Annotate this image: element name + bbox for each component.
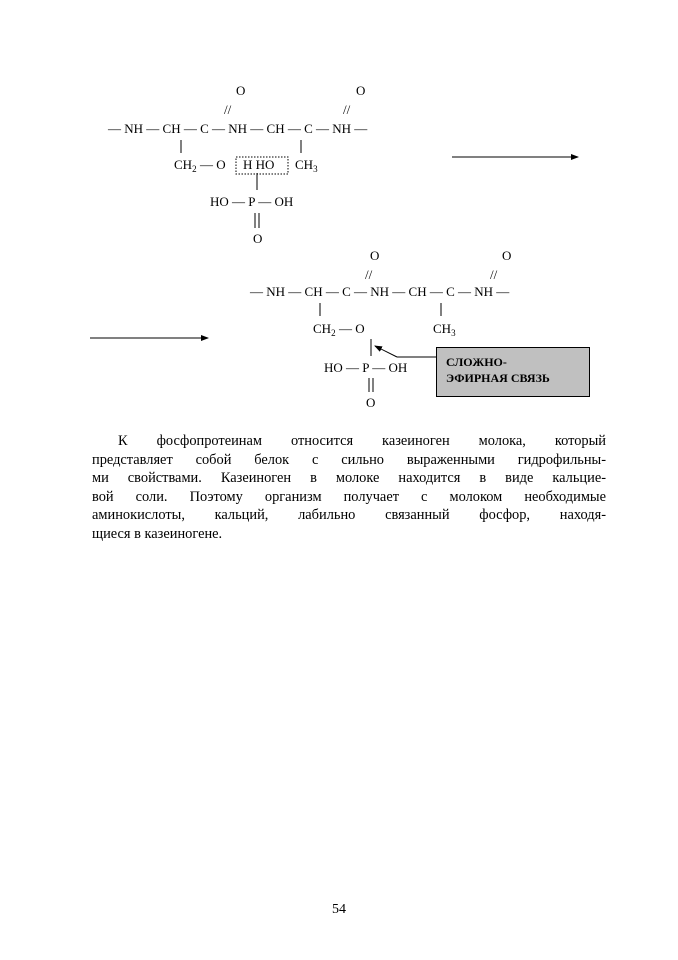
double-bond: //: [224, 102, 232, 117]
phosphate-group: HO — P — OH: [324, 360, 408, 375]
paragraph-line: вой соли. Поэтому организм получает с молоком необходимые: [92, 488, 606, 505]
phosphate-oxygen: O: [253, 231, 263, 246]
phosphate-oxygen: O: [366, 395, 376, 410]
carbonyl-oxygen: O: [236, 83, 246, 98]
oxygen-link: — O: [339, 321, 365, 336]
ch3-group: $CH_3$: [433, 321, 456, 338]
ester-bond-callout: [436, 347, 590, 397]
paragraph-line: аминокислоты, кальций, лабильно связанный фосфор, находя-: [92, 507, 606, 524]
ch3-group: $CH_3$: [295, 157, 318, 174]
paragraph-line: К фосфопротеинам относится казеиноген молока, который: [118, 433, 606, 449]
callout-line-1: СЛОЖНО-: [446, 355, 507, 369]
double-bond: //: [365, 267, 373, 282]
peptide-backbone: — NH — CH — C — NH — CH — C — NH —: [250, 284, 510, 299]
paragraph-line: щиеся в казеиногене.: [92, 525, 223, 542]
h-ho-highlight: H HO: [243, 157, 275, 172]
double-bond: //: [343, 102, 351, 117]
ch2-group: $CH_2$: [174, 157, 197, 174]
page-number: 54: [332, 902, 346, 917]
callout-arrow: [375, 346, 397, 357]
peptide-backbone: — NH — CH — C — NH — CH — C — NH —: [108, 121, 368, 136]
oxygen-link: — O: [200, 157, 226, 172]
paragraph-line: ми свойствами. Казеиноген в молоке находится в виде кальцие-: [92, 470, 606, 487]
phosphate-group: HO — P — OH: [210, 194, 294, 209]
carbonyl-oxygen: O: [356, 83, 366, 98]
body-paragraph: [92, 432, 606, 544]
double-bond: //: [490, 267, 498, 282]
carbonyl-oxygen: O: [370, 248, 380, 263]
paragraph-line: представляет собой белок с сильно выраженными гидрофильны-: [92, 451, 606, 468]
callout-line-2: ЭФИРНАЯ СВЯЗЬ: [446, 371, 550, 385]
ch2-group: $CH_2$: [313, 321, 336, 338]
carbonyl-oxygen: O: [502, 248, 512, 263]
